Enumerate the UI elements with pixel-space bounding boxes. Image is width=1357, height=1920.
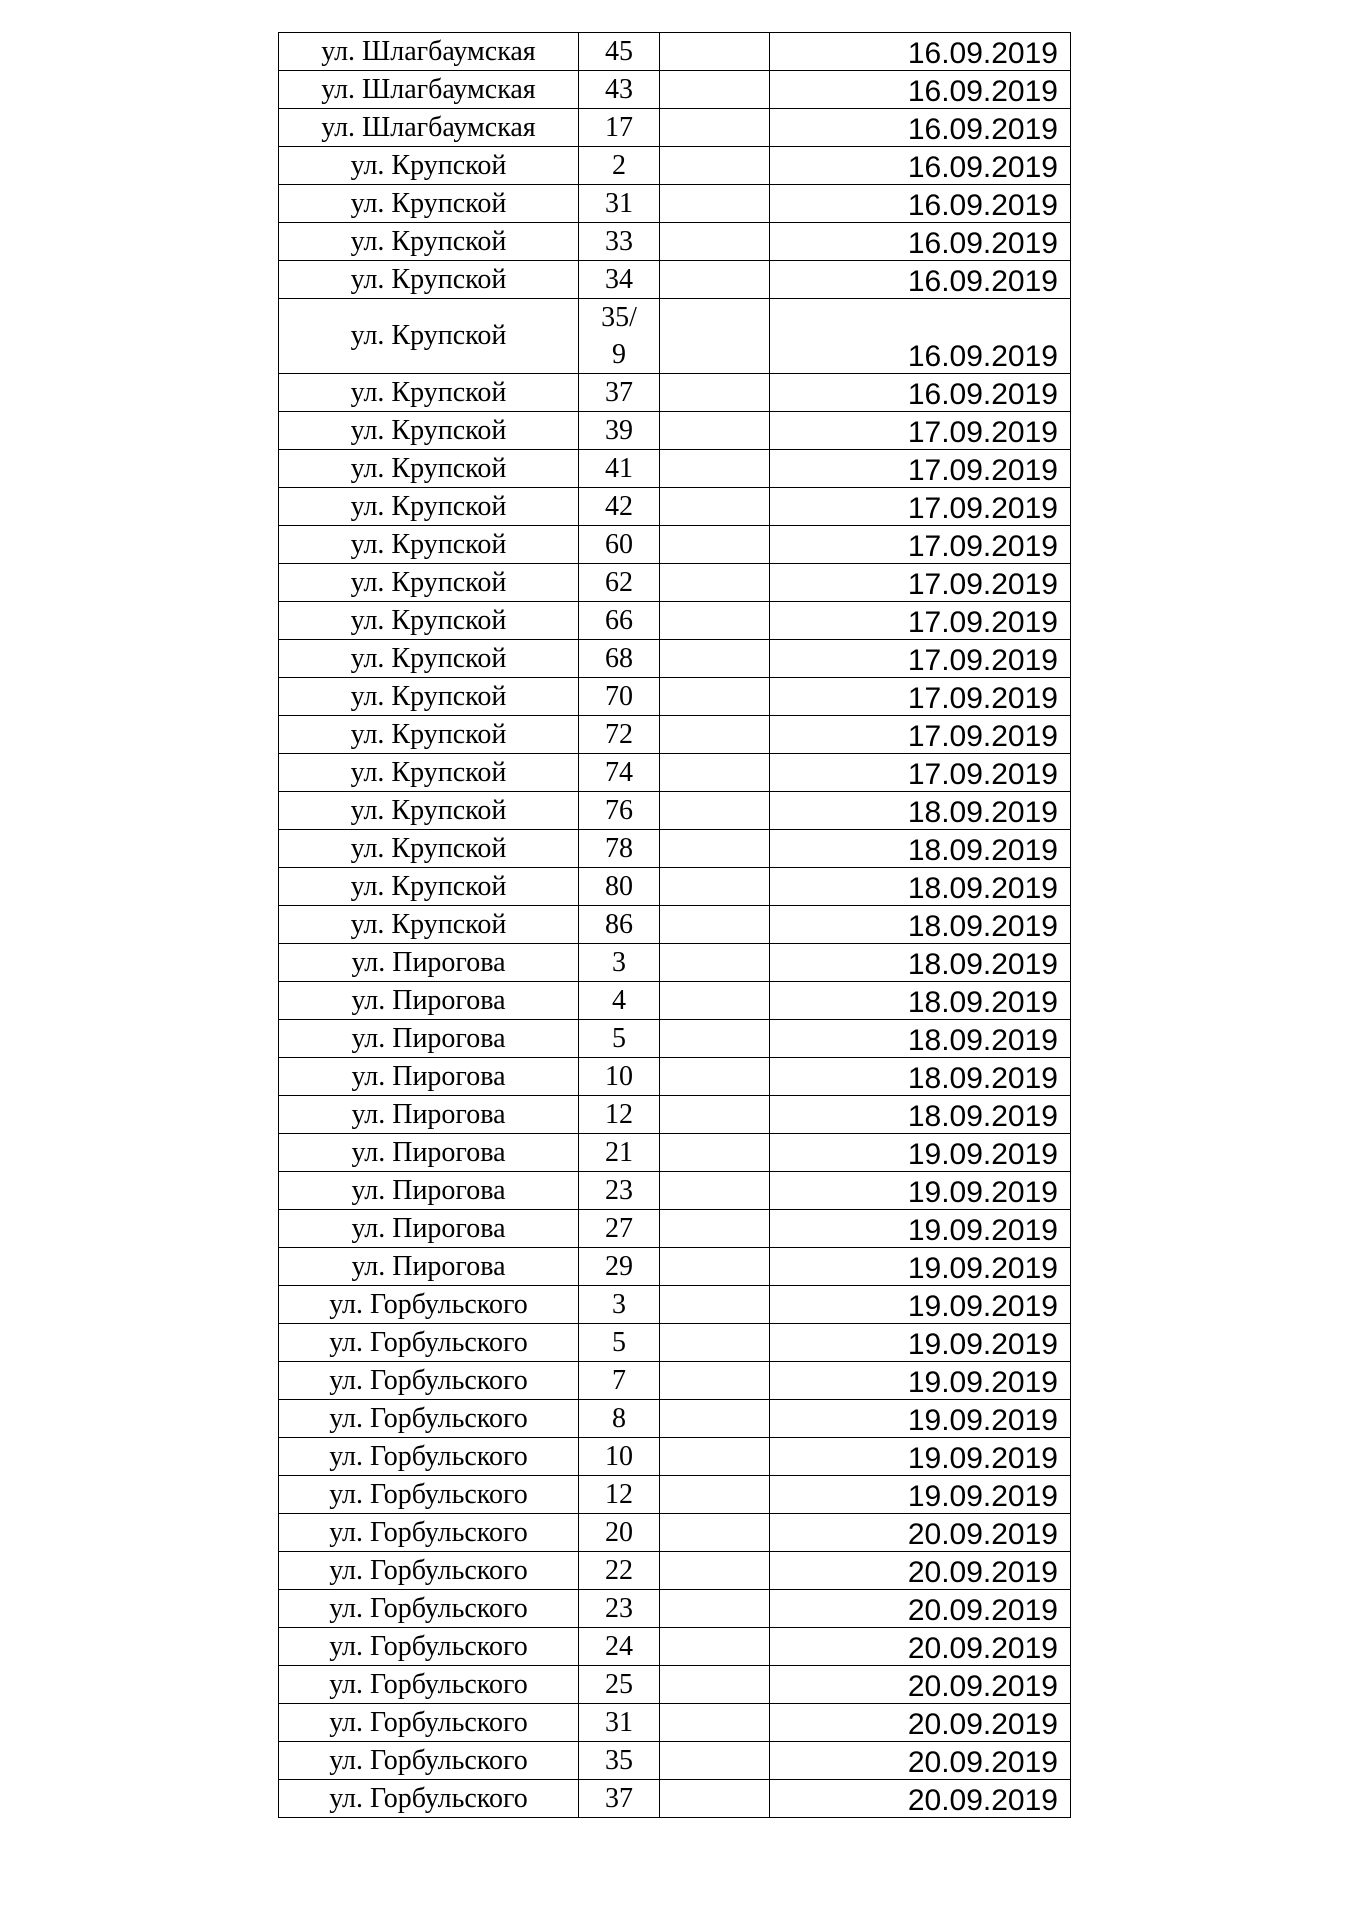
table-row — [279, 1476, 1071, 1514]
empty-cell — [660, 1704, 770, 1742]
date-cell: 19.09.2019 — [770, 1362, 1071, 1400]
house-number-cell: 23 — [579, 1590, 660, 1628]
table-row — [279, 109, 1071, 147]
empty-cell — [660, 1400, 770, 1438]
date-cell: 18.09.2019 — [770, 1058, 1071, 1096]
empty-cell — [660, 223, 770, 261]
house-number-cell: 37 — [579, 374, 660, 412]
street-cell: ул. Горбульского — [279, 1780, 579, 1818]
house-number-cell: 76 — [579, 792, 660, 830]
table-row — [279, 1704, 1071, 1742]
empty-cell — [660, 33, 770, 71]
house-number-cell: 80 — [579, 868, 660, 906]
empty-cell — [660, 1324, 770, 1362]
street-cell: ул. Крупской — [279, 488, 579, 526]
table-row — [279, 830, 1071, 868]
house-number-cell: 4 — [579, 982, 660, 1020]
house-number-cell: 45 — [579, 33, 660, 71]
table-row — [279, 716, 1071, 754]
date-cell: 20.09.2019 — [770, 1552, 1071, 1590]
empty-cell — [660, 1058, 770, 1096]
street-cell: ул. Крупской — [279, 374, 579, 412]
street-cell: ул. Крупской — [279, 223, 579, 261]
house-number-cell: 60 — [579, 526, 660, 564]
empty-cell — [660, 185, 770, 223]
street-cell: ул. Крупской — [279, 185, 579, 223]
date-cell: 18.09.2019 — [770, 906, 1071, 944]
date-cell: 16.09.2019 — [770, 261, 1071, 299]
empty-cell — [660, 640, 770, 678]
empty-cell — [660, 830, 770, 868]
house-number-cell: 34 — [579, 261, 660, 299]
street-cell: ул. Крупской — [279, 906, 579, 944]
table-row — [279, 1628, 1071, 1666]
table-row — [279, 1020, 1071, 1058]
house-number-cell: 31 — [579, 185, 660, 223]
house-number-cell: 35 — [579, 1742, 660, 1780]
schedule-table-body — [279, 33, 1071, 1818]
house-number-cell: 29 — [579, 1248, 660, 1286]
house-number-cell: 70 — [579, 678, 660, 716]
street-cell: ул. Горбульского — [279, 1400, 579, 1438]
house-number-cell: 68 — [579, 640, 660, 678]
street-cell: ул. Горбульского — [279, 1628, 579, 1666]
house-number-cell: 7 — [579, 1362, 660, 1400]
table-row — [279, 1438, 1071, 1476]
street-cell: ул. Горбульского — [279, 1476, 579, 1514]
empty-cell — [660, 868, 770, 906]
empty-cell — [660, 1172, 770, 1210]
empty-cell — [660, 716, 770, 754]
table-row — [279, 1742, 1071, 1780]
street-cell: ул. Крупской — [279, 678, 579, 716]
date-cell: 17.09.2019 — [770, 754, 1071, 792]
table-row — [279, 1666, 1071, 1704]
house-number-cell: 31 — [579, 1704, 660, 1742]
date-cell: 16.09.2019 — [770, 374, 1071, 412]
empty-cell — [660, 450, 770, 488]
empty-cell — [660, 299, 770, 374]
street-cell: ул. Пирогова — [279, 1058, 579, 1096]
house-number-cell: 21 — [579, 1134, 660, 1172]
empty-cell — [660, 754, 770, 792]
table-row — [279, 299, 1071, 374]
empty-cell — [660, 1438, 770, 1476]
table-row — [279, 1134, 1071, 1172]
street-cell: ул. Крупской — [279, 602, 579, 640]
table-row — [279, 71, 1071, 109]
date-cell: 20.09.2019 — [770, 1704, 1071, 1742]
house-number-cell: 43 — [579, 71, 660, 109]
table-row — [279, 1286, 1071, 1324]
date-cell: 17.09.2019 — [770, 450, 1071, 488]
house-number-cell: 72 — [579, 716, 660, 754]
date-cell: 18.09.2019 — [770, 982, 1071, 1020]
date-cell: 20.09.2019 — [770, 1590, 1071, 1628]
house-number-cell: 42 — [579, 488, 660, 526]
street-cell: ул. Пирогова — [279, 1134, 579, 1172]
house-number-cell: 10 — [579, 1438, 660, 1476]
table-row — [279, 261, 1071, 299]
date-cell: 19.09.2019 — [770, 1400, 1071, 1438]
table-row — [279, 944, 1071, 982]
empty-cell — [660, 109, 770, 147]
empty-cell — [660, 564, 770, 602]
table-row — [279, 1362, 1071, 1400]
empty-cell — [660, 982, 770, 1020]
empty-cell — [660, 1514, 770, 1552]
street-cell: ул. Шлагбаумская — [279, 33, 579, 71]
street-cell: ул. Горбульского — [279, 1704, 579, 1742]
street-cell: ул. Пирогова — [279, 1096, 579, 1134]
empty-cell — [660, 1666, 770, 1704]
date-cell: 16.09.2019 — [770, 33, 1071, 71]
house-number-cell: 3 — [579, 1286, 660, 1324]
house-number-cell: 12 — [579, 1476, 660, 1514]
table-row — [279, 1552, 1071, 1590]
empty-cell — [660, 374, 770, 412]
date-cell: 17.09.2019 — [770, 602, 1071, 640]
table-row — [279, 640, 1071, 678]
date-cell: 19.09.2019 — [770, 1476, 1071, 1514]
street-cell: ул. Горбульского — [279, 1324, 579, 1362]
table-row — [279, 1590, 1071, 1628]
date-cell: 16.09.2019 — [770, 185, 1071, 223]
house-number-cell: 10 — [579, 1058, 660, 1096]
date-cell: 17.09.2019 — [770, 678, 1071, 716]
table-row — [279, 526, 1071, 564]
street-cell: ул. Крупской — [279, 526, 579, 564]
date-cell: 17.09.2019 — [770, 716, 1071, 754]
date-cell: 16.09.2019 — [770, 223, 1071, 261]
date-cell: 17.09.2019 — [770, 412, 1071, 450]
date-cell: 16.09.2019 — [770, 109, 1071, 147]
street-cell: ул. Крупской — [279, 564, 579, 602]
date-cell: 19.09.2019 — [770, 1210, 1071, 1248]
date-cell: 20.09.2019 — [770, 1780, 1071, 1818]
empty-cell — [660, 1552, 770, 1590]
empty-cell — [660, 1590, 770, 1628]
date-cell: 17.09.2019 — [770, 640, 1071, 678]
street-cell: ул. Шлагбаумская — [279, 71, 579, 109]
street-cell: ул. Крупской — [279, 261, 579, 299]
street-cell: ул. Горбульского — [279, 1552, 579, 1590]
table-row — [279, 185, 1071, 223]
house-number-cell: 78 — [579, 830, 660, 868]
street-cell: ул. Крупской — [279, 830, 579, 868]
house-number-cell: 39 — [579, 412, 660, 450]
empty-cell — [660, 906, 770, 944]
street-cell: ул. Крупской — [279, 299, 579, 374]
empty-cell — [660, 944, 770, 982]
empty-cell — [660, 1628, 770, 1666]
empty-cell — [660, 678, 770, 716]
house-number-cell: 8 — [579, 1400, 660, 1438]
table-row — [279, 1210, 1071, 1248]
house-number-cell: 20 — [579, 1514, 660, 1552]
table-row — [279, 223, 1071, 261]
street-cell: ул. Пирогова — [279, 944, 579, 982]
table-row — [279, 792, 1071, 830]
table-row — [279, 1096, 1071, 1134]
empty-cell — [660, 1362, 770, 1400]
street-cell: ул. Крупской — [279, 792, 579, 830]
empty-cell — [660, 71, 770, 109]
date-cell: 19.09.2019 — [770, 1324, 1071, 1362]
table-row — [279, 1400, 1071, 1438]
house-number-cell: 5 — [579, 1324, 660, 1362]
street-cell: ул. Крупской — [279, 450, 579, 488]
empty-cell — [660, 1286, 770, 1324]
empty-cell — [660, 1134, 770, 1172]
date-cell: 16.09.2019 — [770, 299, 1071, 374]
street-cell: ул. Крупской — [279, 147, 579, 185]
street-cell: ул. Горбульского — [279, 1438, 579, 1476]
table-row — [279, 906, 1071, 944]
street-cell: ул. Горбульского — [279, 1514, 579, 1552]
table-row — [279, 564, 1071, 602]
empty-cell — [660, 1780, 770, 1818]
house-number-cell: 35/ 9 — [579, 299, 660, 374]
table-row — [279, 412, 1071, 450]
table-row — [279, 488, 1071, 526]
street-cell: ул. Пирогова — [279, 982, 579, 1020]
empty-cell — [660, 412, 770, 450]
date-cell: 17.09.2019 — [770, 488, 1071, 526]
house-number-cell: 74 — [579, 754, 660, 792]
date-cell: 19.09.2019 — [770, 1248, 1071, 1286]
empty-cell — [660, 147, 770, 185]
empty-cell — [660, 602, 770, 640]
date-cell: 17.09.2019 — [770, 526, 1071, 564]
house-number-cell: 37 — [579, 1780, 660, 1818]
date-cell: 17.09.2019 — [770, 564, 1071, 602]
date-cell: 18.09.2019 — [770, 1020, 1071, 1058]
date-cell: 20.09.2019 — [770, 1666, 1071, 1704]
street-cell: ул. Горбульского — [279, 1286, 579, 1324]
table-row — [279, 1058, 1071, 1096]
house-number-cell: 5 — [579, 1020, 660, 1058]
house-number-cell: 66 — [579, 602, 660, 640]
house-number-cell: 23 — [579, 1172, 660, 1210]
house-number-cell: 33 — [579, 223, 660, 261]
house-number-cell: 17 — [579, 109, 660, 147]
street-cell: ул. Горбульского — [279, 1590, 579, 1628]
date-cell: 16.09.2019 — [770, 147, 1071, 185]
street-cell: ул. Крупской — [279, 754, 579, 792]
table-row — [279, 1514, 1071, 1552]
house-number-cell: 3 — [579, 944, 660, 982]
table-row — [279, 147, 1071, 185]
empty-cell — [660, 261, 770, 299]
table-row — [279, 1248, 1071, 1286]
date-cell: 20.09.2019 — [770, 1742, 1071, 1780]
date-cell: 19.09.2019 — [770, 1172, 1071, 1210]
date-cell: 19.09.2019 — [770, 1134, 1071, 1172]
date-cell: 20.09.2019 — [770, 1628, 1071, 1666]
date-cell: 18.09.2019 — [770, 868, 1071, 906]
table-row — [279, 33, 1071, 71]
table-row — [279, 1324, 1071, 1362]
table-row — [279, 1780, 1071, 1818]
street-cell: ул. Горбульского — [279, 1742, 579, 1780]
house-number-cell: 12 — [579, 1096, 660, 1134]
empty-cell — [660, 488, 770, 526]
house-number-cell: 25 — [579, 1666, 660, 1704]
date-cell: 18.09.2019 — [770, 792, 1071, 830]
street-cell: ул. Крупской — [279, 640, 579, 678]
table-row — [279, 450, 1071, 488]
house-number-cell: 86 — [579, 906, 660, 944]
schedule-table — [278, 32, 1071, 1818]
empty-cell — [660, 1096, 770, 1134]
street-cell: ул. Горбульского — [279, 1362, 579, 1400]
street-cell: ул. Пирогова — [279, 1248, 579, 1286]
date-cell: 18.09.2019 — [770, 1096, 1071, 1134]
street-cell: ул. Крупской — [279, 868, 579, 906]
street-cell: ул. Пирогова — [279, 1020, 579, 1058]
empty-cell — [660, 1476, 770, 1514]
date-cell: 19.09.2019 — [770, 1286, 1071, 1324]
house-number-cell: 22 — [579, 1552, 660, 1590]
empty-cell — [660, 526, 770, 564]
house-number-cell: 62 — [579, 564, 660, 602]
house-number-cell: 2 — [579, 147, 660, 185]
date-cell: 20.09.2019 — [770, 1514, 1071, 1552]
empty-cell — [660, 1210, 770, 1248]
empty-cell — [660, 1020, 770, 1058]
table-row — [279, 868, 1071, 906]
table-row — [279, 678, 1071, 716]
house-number-cell: 27 — [579, 1210, 660, 1248]
empty-cell — [660, 792, 770, 830]
street-cell: ул. Крупской — [279, 716, 579, 754]
date-cell: 18.09.2019 — [770, 944, 1071, 982]
street-cell: ул. Пирогова — [279, 1210, 579, 1248]
table-row — [279, 602, 1071, 640]
empty-cell — [660, 1742, 770, 1780]
date-cell: 19.09.2019 — [770, 1438, 1071, 1476]
table-row — [279, 374, 1071, 412]
date-cell: 16.09.2019 — [770, 71, 1071, 109]
house-number-cell: 24 — [579, 1628, 660, 1666]
street-cell: ул. Горбульского — [279, 1666, 579, 1704]
empty-cell — [660, 1248, 770, 1286]
house-number-cell: 41 — [579, 450, 660, 488]
table-row — [279, 1172, 1071, 1210]
table-row — [279, 754, 1071, 792]
date-cell: 18.09.2019 — [770, 830, 1071, 868]
street-cell: ул. Пирогова — [279, 1172, 579, 1210]
street-cell: ул. Крупской — [279, 412, 579, 450]
table-row — [279, 982, 1071, 1020]
street-cell: ул. Шлагбаумская — [279, 109, 579, 147]
